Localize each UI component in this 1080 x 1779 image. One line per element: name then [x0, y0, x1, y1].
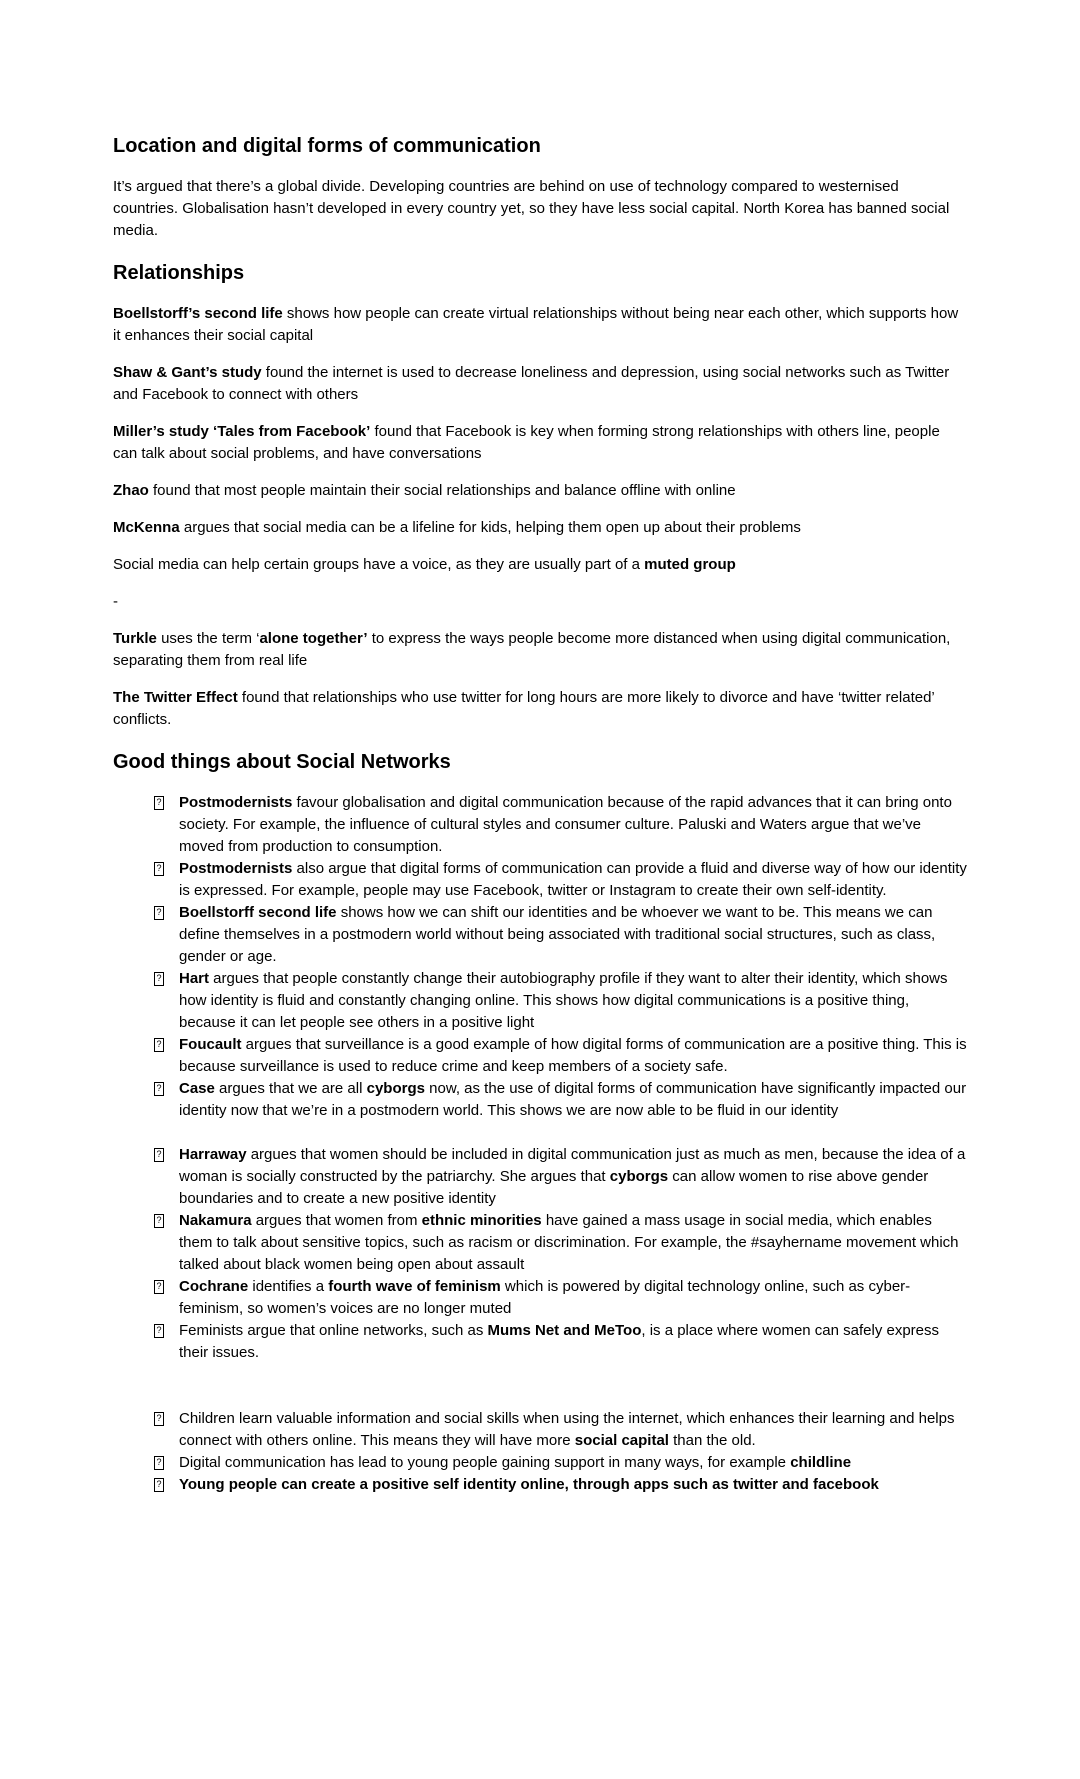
- bullet-list-item: [113, 1144, 967, 1210]
- text-run: Shaw & Gant’s study: [113, 364, 262, 381]
- text-run: Hart: [179, 970, 210, 987]
- text-run: -: [113, 593, 118, 610]
- text-run: found the internet is used to decrease loneliness and depression, using social networks such as Twitter and Facebook to connect with others: [113, 364, 950, 403]
- text-run: alone together’: [259, 630, 368, 647]
- text-run: argues that women should be included in digital communication just as much as men, because the idea of a woman is socially constructed by the patriarchy. She argues that: [179, 1146, 966, 1185]
- text-run: have gained a mass usage in social media, which enables them to talk about sensitive topics, such as racism or discrimination. For example, the #sayhername movement which talked about black women being open about assault: [179, 1212, 959, 1273]
- text-run: identifies a: [248, 1278, 329, 1295]
- missing-glyph-bullet-icon: ?: [154, 1456, 164, 1470]
- bullet-list: [113, 792, 967, 1496]
- empty-line: [113, 1386, 967, 1408]
- list-item-text: [179, 1454, 851, 1471]
- text-run: cyborgs: [609, 1168, 669, 1185]
- empty-line: [113, 1364, 967, 1386]
- missing-glyph-bullet-icon: ?: [154, 1478, 164, 1492]
- empty-line: [113, 1122, 967, 1144]
- text-run: can allow women to rise above gender boundaries and to create a new positive identity: [179, 1168, 929, 1207]
- text-run: Social media can help certain groups have a voice, as they are usually part of a: [113, 556, 645, 573]
- text-run: to express the ways people become more distanced when using digital communication, separating them from real life: [113, 630, 951, 669]
- bullet-list-item: [113, 1452, 967, 1474]
- text-run: argues that we are all: [214, 1080, 367, 1097]
- list-item-text: [179, 970, 948, 1031]
- paragraph: [113, 517, 967, 539]
- missing-glyph-bullet-icon: ?: [154, 1412, 164, 1426]
- text-run: Feminists argue that online networks, such as: [179, 1322, 488, 1339]
- text-run: It’s argued that there’s a global divide. Developing countries are behind on use of technology compared to westernised countries. Globalisation hasn’t developed in every country yet, so they have less social capital. North Korea has banned social media.: [113, 178, 950, 239]
- document-title: Location and digital forms of communication: [113, 135, 541, 157]
- bullet-list-item: [113, 1276, 967, 1320]
- text-run: muted group: [644, 556, 736, 573]
- bullet-list-item: [113, 968, 967, 1034]
- text-run: Mums Net and MeToo: [487, 1322, 642, 1339]
- missing-glyph-bullet-icon: ?: [154, 1280, 164, 1294]
- text-run: argues that women from: [251, 1212, 422, 1229]
- text-run: ethnic minorities: [421, 1212, 542, 1229]
- text-run: favour globalisation and digital communication because of the rapid advances that it can bring onto society. For example, the influence of cultural styles and consumer culture. Paluski and Waters argue that we’ve moved from production to consumption.: [179, 794, 952, 855]
- text-run: fourth wave of feminism: [328, 1278, 501, 1295]
- missing-glyph-bullet-icon: ?: [154, 906, 164, 920]
- text-run: shows how we can shift our identities and be whoever we want to be. This means we can define themselves in a postmodern world without being associated with traditional social structures, such as class, gender or age.: [179, 904, 936, 965]
- text-run: found that relationships who use twitter for long hours are more likely to divorce and have ‘twitter related’ conflicts.: [113, 689, 935, 728]
- list-item-text: [179, 794, 952, 855]
- list-item-text: [179, 904, 935, 965]
- list-item-text: [179, 1278, 910, 1317]
- text-run: found that most people maintain their social relationships and balance offline with online: [148, 482, 736, 499]
- text-run: argues that surveillance is a good example of how digital forms of communication are a positive thing. This is because surveillance is used to reduce crime and keep members of a society safe.: [179, 1036, 967, 1075]
- text-run: argues that people constantly change their autobiography profile if they want to alter their identity, which shows how identity is fluid and constantly changing online. This shows how digital communications is a positive thing, because it can let people see others in a positive light: [179, 970, 948, 1031]
- bullet-list-item: [113, 1034, 967, 1078]
- text-run: McKenna: [113, 519, 180, 536]
- text-run: Zhao: [113, 482, 149, 499]
- text-run: which is powered by digital technology online, such as cyber-feminism, so women’s voices are no longer muted: [179, 1278, 911, 1317]
- paragraph: [113, 591, 967, 613]
- bullet-list-item: [113, 1320, 967, 1364]
- text-run: Young people can create a positive self identity online, through apps such as twitter and facebook: [179, 1476, 879, 1493]
- text-run: Miller’s study ‘Tales from Facebook’: [113, 423, 371, 440]
- text-run: Children learn valuable information and social skills when using the internet, which enhances their learning and helps connect with others online. This means they will have more: [179, 1410, 955, 1449]
- text-run: now, as the use of digital forms of communication have significantly impacted our identity now that we’re in a postmodern world. This shows we are now able to be fluid in our identity: [179, 1080, 967, 1119]
- list-item-text: [179, 1080, 966, 1119]
- bullet-list-item: [113, 792, 967, 858]
- list-item-text: [179, 1146, 965, 1207]
- text-run: uses the term ‘: [156, 630, 260, 647]
- text-run: cyborgs: [366, 1080, 425, 1097]
- text-run: Foucault: [179, 1036, 242, 1053]
- text-run: Turkle: [113, 630, 157, 647]
- list-item-text: [179, 860, 967, 899]
- paragraph: [113, 421, 967, 465]
- bullet-list-item: [113, 1408, 967, 1452]
- text-run: than the old.: [668, 1432, 756, 1449]
- paragraph: [113, 628, 967, 672]
- text-run: Cochrane: [179, 1278, 249, 1295]
- text-run: , is a place where women can safely express their issues.: [179, 1322, 940, 1361]
- paragraph: [113, 480, 967, 502]
- text-run: Case: [179, 1080, 215, 1097]
- text-run: Postmodernists: [179, 860, 293, 877]
- paragraph: [113, 554, 967, 576]
- text-run: childline: [790, 1454, 852, 1471]
- bullet-list-item: [113, 1474, 967, 1496]
- missing-glyph-bullet-icon: ?: [154, 1324, 164, 1338]
- missing-glyph-bullet-icon: ?: [154, 1148, 164, 1162]
- list-item-text: [179, 1410, 954, 1449]
- paragraph: [113, 303, 967, 347]
- text-run: Boellstorff’s second life: [113, 305, 283, 322]
- missing-glyph-bullet-icon: ?: [154, 1082, 164, 1096]
- text-run: Digital communication has lead to young people gaining support in many ways, for example: [179, 1454, 791, 1471]
- text-run: also argue that digital forms of communication can provide a fluid and diverse way of how our identity is expressed. For example, people may use Facebook, twitter or Instagram to create their own self-identity.: [179, 860, 967, 899]
- bullet-list-item: [113, 1210, 967, 1276]
- bullet-list-item: [113, 858, 967, 902]
- text-run: shows how people can create virtual relationships without being near each other, which supports how it enhances their social capital: [113, 305, 959, 344]
- paragraph: [113, 362, 967, 406]
- paragraph: [113, 687, 967, 731]
- text-run: Boellstorff second life: [179, 904, 337, 921]
- missing-glyph-bullet-icon: ?: [154, 972, 164, 986]
- text-run: argues that social media can be a lifeline for kids, helping them open up about their problems: [179, 519, 801, 536]
- section-heading: Relationships: [113, 262, 245, 284]
- list-item-text: [179, 1212, 959, 1273]
- list-item-text: [179, 1036, 967, 1075]
- text-run: Nakamura: [179, 1212, 252, 1229]
- text-run: Harraway: [179, 1146, 247, 1163]
- missing-glyph-bullet-icon: ?: [154, 1214, 164, 1228]
- text-run: social capital: [574, 1432, 669, 1449]
- list-item-text: [179, 1476, 879, 1493]
- text-run: The Twitter Effect: [113, 689, 238, 706]
- section-heading: Good things about Social Networks: [113, 751, 451, 773]
- paragraph: [113, 176, 967, 242]
- missing-glyph-bullet-icon: ?: [154, 796, 164, 810]
- missing-glyph-bullet-icon: ?: [154, 1038, 164, 1052]
- bullet-list-item: [113, 902, 967, 968]
- list-item-text: [179, 1322, 939, 1361]
- text-run: found that Facebook is key when forming strong relationships with others line, people can talk about social problems, and have conversations: [113, 423, 940, 462]
- bullet-list-item: [113, 1078, 967, 1122]
- missing-glyph-bullet-icon: ?: [154, 862, 164, 876]
- text-run: Postmodernists: [179, 794, 293, 811]
